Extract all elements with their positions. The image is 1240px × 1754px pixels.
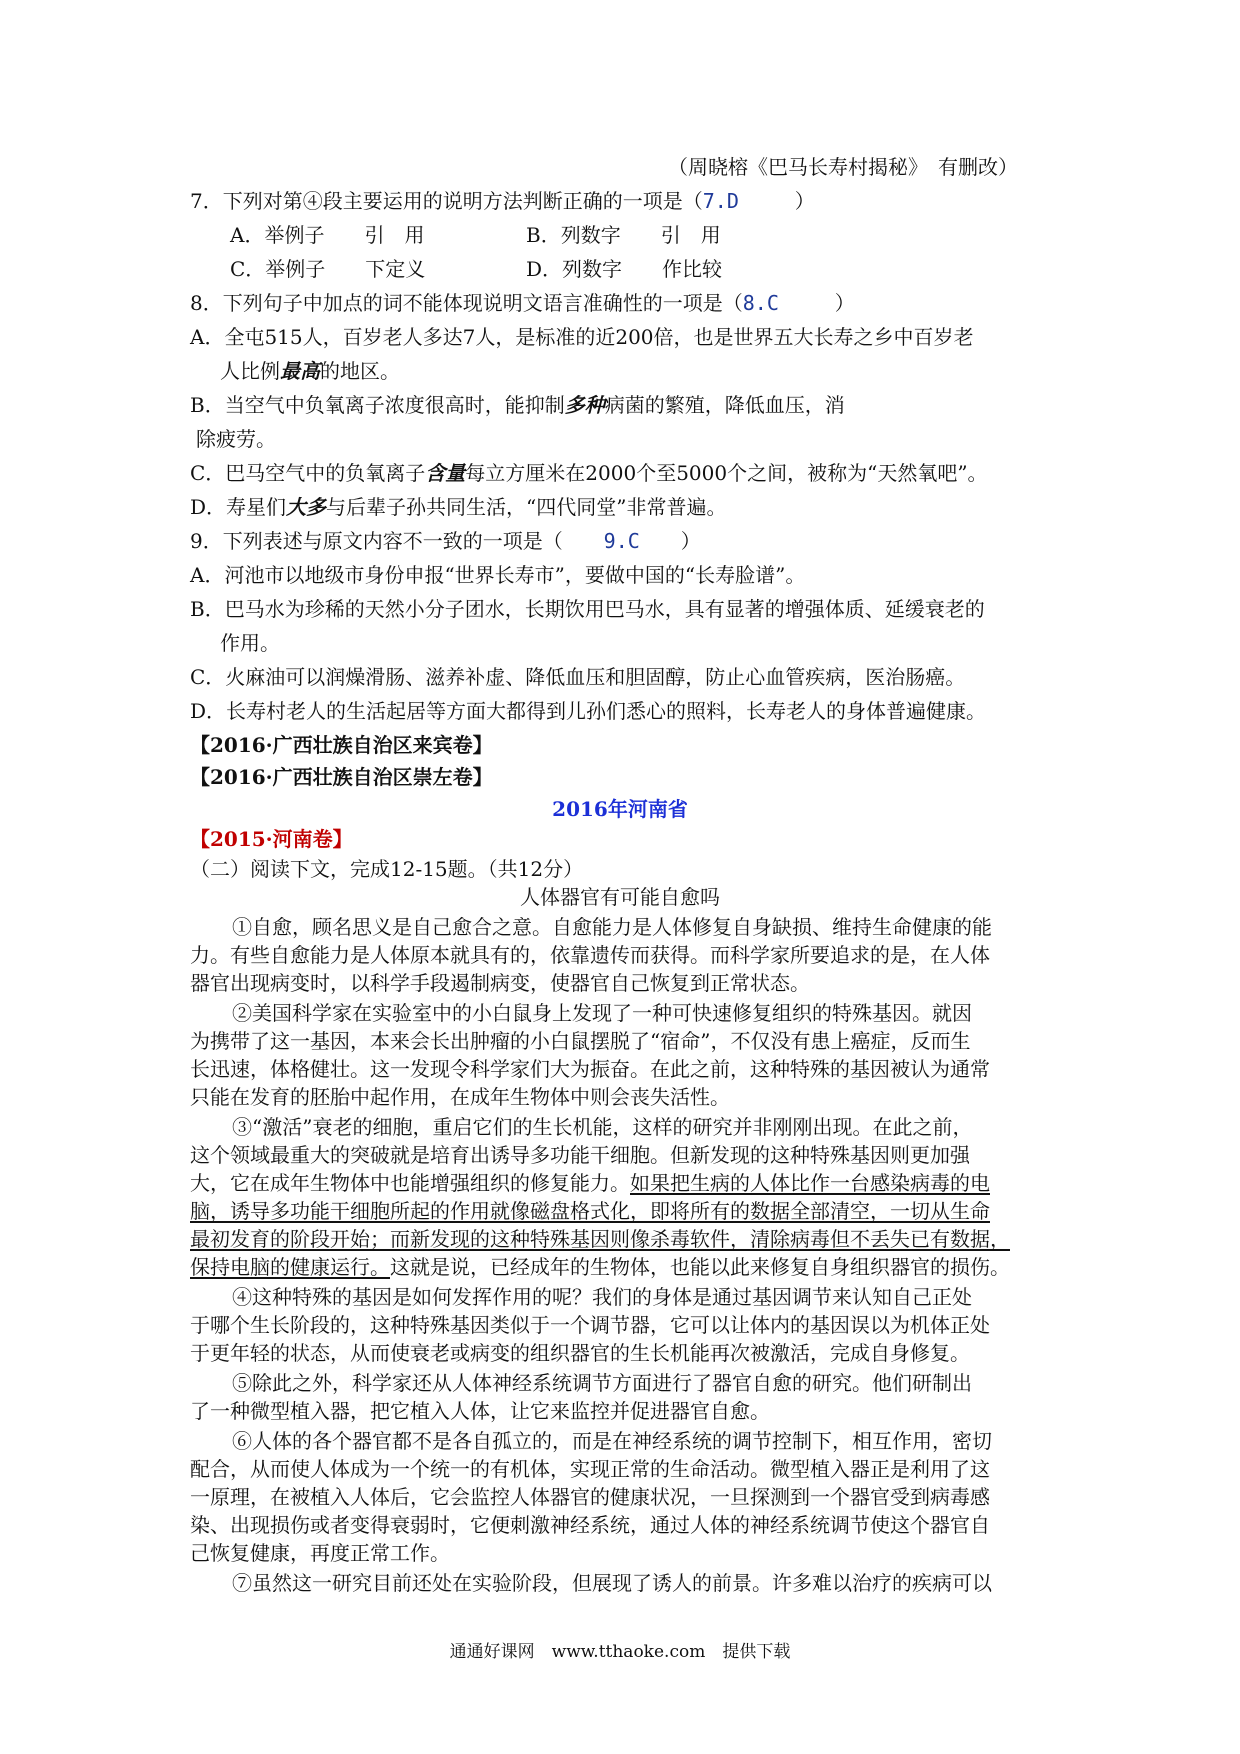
question-8-close: ） xyxy=(834,291,855,315)
heading-henan-2016: 2016年河南省 xyxy=(552,797,688,821)
question-8-option-b-line1 xyxy=(190,390,845,420)
passage-title: 人体器官有可能自愈吗 xyxy=(520,885,720,909)
passage-line: ③“激活”衰老的细胞，重启它们的生长机能，这样的研究并非刚刚出现。在此之前， xyxy=(232,1115,973,1139)
passage-line: 染、出现损伤或者变得衰弱时，它便刺激神经系统，通过人体的神经系统调节使这个器官自 xyxy=(190,1513,990,1537)
question-9-option-b-line1: B．巴马水为珍稀的天然小分子团水，长期饮用巴马水，具有显著的增强体质、延缓衰老的 xyxy=(190,597,985,621)
question-9-close: ） xyxy=(680,529,701,553)
passage-line: 器官出现病变时，以科学手段遏制病变，使器官自己恢复到正常状态。 xyxy=(190,971,810,995)
passage-line: 力。有些自愈能力是人体原本就具有的，依靠遗传而获得。而科学家所要追求的是，在人体 xyxy=(190,943,990,967)
question-9-option-b-line2: 作用。 xyxy=(220,631,280,655)
heading-henan-2015: 【2015·河南卷】 xyxy=(190,827,353,851)
question-9-option-d: D．长寿村老人的生活起居等方面大都得到儿孙们悉心的照料，长寿老人的身体普遍健康。 xyxy=(190,699,987,723)
option-text: 每立方厘米在2000个至5000个之间，被称为“天然氧吧”。 xyxy=(465,461,988,485)
question-8-option-b-line2: 除疲劳。 xyxy=(196,427,276,451)
underlined-sentence: 最初发育的阶段开始；而新发现的这种特殊基因则像杀毒软件，清除病毒但不丢失已有数据， xyxy=(190,1227,1010,1251)
question-7-answer: 7.D xyxy=(702,189,739,213)
question-9 xyxy=(190,526,701,556)
emphasized-word: 最高 xyxy=(280,359,320,383)
passage-line: 了一种微型植入器，把它植入人体，让它来监控并促进器官自愈。 xyxy=(190,1399,770,1423)
heading-laibin: 【2016·广西壮族自治区来宾卷】 xyxy=(190,733,493,757)
passage-line: 于更年轻的状态，从而使衰老或病变的组织器官的生长机能再次被激活，完成自身修复。 xyxy=(190,1341,970,1365)
passage-line: 只能在发育的胚胎中起作用，在成年生物体中则会丧失活性。 xyxy=(190,1085,730,1109)
emphasized-word: 含量 xyxy=(425,461,466,485)
passage-text: 大，它在成年生物体中也能增强组织的修复能力。 xyxy=(190,1171,630,1195)
question-9-option-c: C．火麻油可以润燥滑肠、滋养补虚、降低血压和胆固醇，防止心血管疾病，医治肠癌。 xyxy=(190,665,966,689)
question-7-option-a: A．举例子 引 用 xyxy=(230,223,425,247)
question-7-option-c: C．举例子 下定义 xyxy=(230,257,426,281)
passage-line: 为携带了这一基因，本来会长出肿瘤的小白鼠摆脱了“宿命”，不仅没有患上癌症，反而生 xyxy=(190,1029,971,1053)
underlined-sentence: 如果把生病的人体比作一台感染病毒的电 xyxy=(630,1171,990,1195)
option-text: 病菌的繁殖，降低血压，消 xyxy=(604,393,845,417)
passage-line: 这个领域最重大的突破就是培育出诱导多功能干细胞。但新发现的这种特殊基因则更加强 xyxy=(190,1143,970,1167)
source-citation: （周晓榕《巴马长寿村揭秘》 有删改） xyxy=(668,155,1018,179)
question-9-stem: 9．下列表述与原文内容不一致的一项是（ xyxy=(190,529,563,553)
page-footer: 通通好课网 www.tthaoke.com 提供下载 xyxy=(449,1642,791,1662)
question-8-option-d xyxy=(190,492,727,522)
question-8-option-a-line1: A．全屯515人，百岁老人多达7人，是标准的近200倍，也是世界五大长寿之乡中百岁老 xyxy=(190,325,974,349)
underlined-sentence: 保持电脑的健康运行。 xyxy=(190,1255,390,1279)
emphasized-word: 多种 xyxy=(564,393,605,417)
question-9-answer: 9.C xyxy=(603,529,640,553)
passage-text: 这就是说，已经成年的生物体，也能以此来修复自身组织器官的损伤。 xyxy=(390,1255,1010,1279)
passage-line: 己恢复健康，再度正常工作。 xyxy=(190,1541,450,1565)
passage-line xyxy=(190,1252,1010,1282)
underlined-sentence: 脑，诱导多功能干细胞所起的作用就像磁盘格式化，即将所有的数据全部清空，一切从生命 xyxy=(190,1199,990,1223)
section-intro: （二）阅读下文，完成12-15题。（共12分） xyxy=(190,857,584,881)
question-7-close: ） xyxy=(794,189,815,213)
question-7 xyxy=(190,186,815,216)
question-9-option-a: A．河池市以地级市身份申报“世界长寿市”，要做中国的“长寿脸谱”。 xyxy=(190,563,806,587)
passage-line: ④这种特殊的基因是如何发挥作用的呢？我们的身体是通过基因调节来认知自己正处 xyxy=(232,1285,972,1309)
passage-line: 配合，从而使人体成为一个统一的有机体，实现正常的生命活动。微型植入器正是利用了这 xyxy=(190,1457,990,1481)
paragraph-7: ⑦虽然这一研究目前还处在实验阶段，但展现了诱人的前景。许多难以治疗的疾病可以 xyxy=(232,1571,992,1595)
question-8-stem: 8．下列句子中加点的词不能体现说明文语言准确性的一项是（ xyxy=(190,291,743,315)
question-8 xyxy=(190,288,855,318)
option-text: B．当空气中负氧离子浓度很高时，能抑制 xyxy=(190,393,565,417)
question-7-option-d: D．列数字 作比较 xyxy=(526,257,723,281)
question-8-answer: 8.C xyxy=(742,291,779,315)
option-text: C．巴马空气中的负氧离子 xyxy=(190,461,426,485)
passage-line xyxy=(190,1168,990,1198)
passage-line: 于哪个生长阶段的，这种特殊基因类似于一个调节器，它可以让体内的基因误以为机体正处 xyxy=(190,1313,990,1337)
passage-line: 一原理，在被植入人体后，它会监控人体器官的健康状况，一旦探测到一个器官受到病毒感 xyxy=(190,1485,990,1509)
option-text: 与后辈子孙共同生活，“四代同堂”非常普遍。 xyxy=(326,495,727,519)
passage-line: ②美国科学家在实验室中的小白鼠身上发现了一种可快速修复组织的特殊基因。就因 xyxy=(232,1001,972,1025)
option-text: 人比例 xyxy=(220,359,280,383)
emphasized-word: 大多 xyxy=(286,495,327,519)
passage-line: ⑥人体的各个器官都不是各自孤立的，而是在神经系统的调节控制下，相互作用，密切 xyxy=(232,1429,992,1453)
passage-line: 长迅速，体格健壮。这一发现令科学家们大为振奋。在此之前，这种特殊的基因被认为通常 xyxy=(190,1057,990,1081)
question-8-option-a-line2 xyxy=(220,356,400,386)
heading-chongzuo: 【2016·广西壮族自治区崇左卷】 xyxy=(190,765,493,789)
passage-line: ①自愈，顾名思义是自己愈合之意。自愈能力是人体修复自身缺损、维持生命健康的能 xyxy=(232,915,992,939)
question-7-stem: 7．下列对第④段主要运用的说明方法判断正确的一项是（ xyxy=(190,189,703,213)
question-8-option-c xyxy=(190,458,988,488)
question-7-option-b: B．列数字 引 用 xyxy=(526,223,721,247)
passage-line: ⑤除此之外，科学家还从人体神经系统调节方面进行了器官自愈的研究。他们研制出 xyxy=(232,1371,972,1395)
option-text: D．寿星们 xyxy=(190,495,287,519)
option-text: 的地区。 xyxy=(320,359,400,383)
